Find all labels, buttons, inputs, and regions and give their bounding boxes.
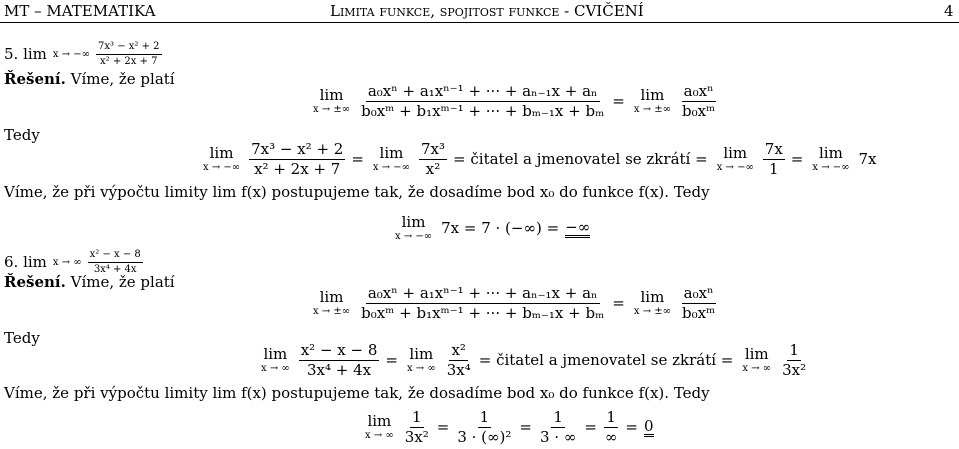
ex6-rule-lim2: lim x → ±∞ bbox=[633, 288, 671, 317]
ex6-calc-frac1: $\frac{\text{x² − x − 8}}{\text{3x⁴ + 4x}}$ bbox=[300, 341, 378, 379]
ex6-rule: lim x → ±∞ $\frac{\text{a₀xⁿ + a₁xⁿ⁻¹ + ··· + aₙ₋₁x + aₙ}}{\text{b₀xᵐ + b₁xᵐ⁻¹ + ··· + bₘ₋₁x + bₘ}}$ = lim x → ±∞ $\frac{\text{a₀xⁿ}}{\text{b₀xᵐ}}$ bbox=[313, 284, 716, 322]
ex5-rule-lim2: lim x → ±∞ bbox=[633, 86, 671, 115]
ex6-calc-lim2: lim x → ∞ bbox=[406, 345, 436, 374]
header-rule bbox=[0, 22, 959, 23]
page-number: 4 bbox=[944, 2, 954, 20]
ex5-calc-frac1: $\frac{\text{7x³ − x² + 2}}{\text{x² + 2x + 7}}$ bbox=[251, 140, 344, 178]
ex5-calc-lim4: lim x → −∞ bbox=[812, 144, 850, 173]
ex5-calc-lim3: lim x → −∞ bbox=[716, 144, 754, 173]
ex6-calc-frac3: $\frac{1}{\text{3x²}}$ bbox=[782, 341, 807, 379]
ex5-den: x² + 2x + 7 bbox=[100, 56, 158, 67]
ex6-final-frac1: $\frac{1}{\text{3x²}}$ bbox=[404, 408, 429, 446]
ex5-rule-num: a₀xⁿ + a₁xⁿ⁻¹ + ··· + aₙ₋₁x + aₙ bbox=[367, 82, 598, 100]
ex5-rule: lim x → ±∞ $\frac{\text{a₀xⁿ + a₁xⁿ⁻¹ + ··· + aₙ₋₁x + aₙ}}{\text{b₀xᵐ + b₁xᵐ⁻¹ + ··· + bₘ₋₁x + bₘ}}$ = lim x → ±∞ $\frac{\text{a₀xⁿ}}{\text{b₀xᵐ}}$ bbox=[313, 82, 716, 120]
ex6-calc-frac2: $\frac{\text{x²}}{\text{3x⁴}}$ bbox=[446, 341, 471, 379]
ex6-vime: Víme, že platí bbox=[70, 273, 175, 291]
ex5-sentence: Víme, že při výpočtu limity lim f(x) postupujeme tak, že dosadíme bod x₀ do funkce f(x). Tedy bbox=[4, 183, 710, 201]
ex6-final-lim: lim x → ∞ bbox=[365, 412, 394, 441]
ex6-calc-lim3: lim x → ∞ bbox=[742, 345, 772, 374]
ex6-sub: x → ∞ bbox=[52, 256, 82, 268]
ex6-reseni: Řešení. bbox=[4, 273, 66, 291]
ex5-final-expr: 7x = 7 · (−∞) = bbox=[441, 219, 560, 237]
ex5-rule-frac bbox=[359, 84, 606, 119]
ex6-final-result: 0 bbox=[643, 416, 654, 435]
ex5-calc-text: = čitatel a jmenovatel se zkrátí = bbox=[453, 150, 708, 168]
ex5-calc-end: 7x bbox=[858, 150, 877, 168]
ex5-rule-rnum: a₀xⁿ bbox=[683, 82, 714, 100]
ex5-final-lim: lim x → −∞ bbox=[395, 213, 433, 242]
ex5-rule-den: b₀xᵐ + b₁xᵐ⁻¹ + ··· + bₘ₋₁x + bₘ bbox=[361, 102, 605, 120]
ex6-calc-lim: lim x → ∞ bbox=[261, 345, 290, 374]
ex5-label: 5. lim bbox=[4, 45, 47, 63]
ex6-calc: lim x → ∞ $\frac{\text{x² − x − 8}}{\text{3x⁴ + 4x}}$ = lim x → ∞ $\frac{\text{x²}}{\text{3x⁴}}$ = čitatel a jmenovatel se zkrátí = lim x → ∞ $\frac{1}{\text{3x²}}$ bbox=[261, 341, 807, 379]
ex6-rule-frac: $\frac{\text{a₀xⁿ + a₁xⁿ⁻¹ + ··· + aₙ₋₁x + aₙ}}{\text{b₀xᵐ + b₁xᵐ⁻¹ + ··· + bₘ₋₁x + bₘ}}$ bbox=[361, 284, 605, 322]
ex5-calc: lim x → −∞ $\frac{\text{7x³ − x² + 2}}{\text{x² + 2x + 7}}$ = lim x → −∞ $\frac{\text{7x³}}{\text{x²}}$ = čitatel a jmenovatel se zkrátí = lim x → −∞ $\frac{7x}{1}$ = lim x → −∞ 7x bbox=[203, 140, 877, 178]
ex5-final bbox=[392, 215, 590, 242]
ex6-heading bbox=[4, 250, 143, 275]
ex5-reseni-line bbox=[4, 72, 175, 87]
ex5-calc-frac2: $\frac{\text{7x³}}{\text{x²}}$ bbox=[421, 140, 446, 178]
ex6-fraction bbox=[88, 250, 143, 275]
ex6-final: lim x → ∞ $\frac{1}{\text{3x²}}$ = $\frac{1}{\text{3 · (∞)²}}$ = $\frac{1}{3 \cdot \infty}$ = $\frac{1}{\infty}$ = 0 bbox=[365, 408, 654, 446]
ex6-final-frac4: $\frac{1}{\infty}$ bbox=[604, 408, 618, 446]
ex5-final-result: −∞ bbox=[565, 217, 591, 236]
ex6-rule-rfrac: $\frac{\text{a₀xⁿ}}{\text{b₀xᵐ}}$ bbox=[681, 284, 716, 322]
ex6-calc-text: = čitatel a jmenovatel se zkrátí = bbox=[478, 351, 734, 369]
ex6-num: x² − x − 8 bbox=[88, 250, 143, 263]
header-left: MT – MATEMATIKA bbox=[4, 2, 156, 20]
ex5-num: 7x³ − x² + 2 bbox=[96, 42, 162, 55]
ex5-reseni: Řešení. bbox=[4, 70, 66, 88]
ex6-final-frac3: $\frac{1}{3 \cdot \infty}$ bbox=[539, 408, 577, 446]
ex5-rule-rfrac bbox=[680, 84, 717, 119]
ex5-heading bbox=[4, 42, 162, 67]
ex6-sentence: Víme, že při výpočtu limity lim f(x) postupujeme tak, že dosadíme bod x₀ do funkce f(x). Tedy bbox=[4, 384, 710, 402]
header-title: Limita funkce, spojitost funkce - CVIČENÍ bbox=[330, 2, 644, 20]
ex5-tedy: Tedy bbox=[4, 126, 40, 144]
ex5-rule-rden: b₀xᵐ bbox=[681, 102, 716, 120]
ex6-rule-lim: lim x → ±∞ bbox=[313, 288, 351, 317]
ex5-calc-lim: lim x → −∞ bbox=[203, 144, 241, 173]
ex6-reseni-line bbox=[4, 275, 175, 290]
ex6-den: 3x⁴ + 4x bbox=[93, 264, 137, 275]
ex5-fraction bbox=[96, 42, 162, 67]
ex5-calc-lim2: lim x → −∞ bbox=[372, 144, 411, 173]
ex6-tedy: Tedy bbox=[4, 329, 40, 347]
ex5-calc-frac3: $\frac{7x}{1}$ bbox=[764, 140, 783, 178]
ex6-final-frac2: $\frac{1}{\text{3 · (∞)²}}$ bbox=[457, 408, 512, 446]
ex6-label: 6. lim bbox=[4, 253, 47, 271]
ex5-sub: x → −∞ bbox=[52, 48, 90, 60]
ex5-rule-lim: lim x → ±∞ bbox=[313, 86, 351, 115]
ex5-vime: Víme, že platí bbox=[70, 70, 175, 88]
